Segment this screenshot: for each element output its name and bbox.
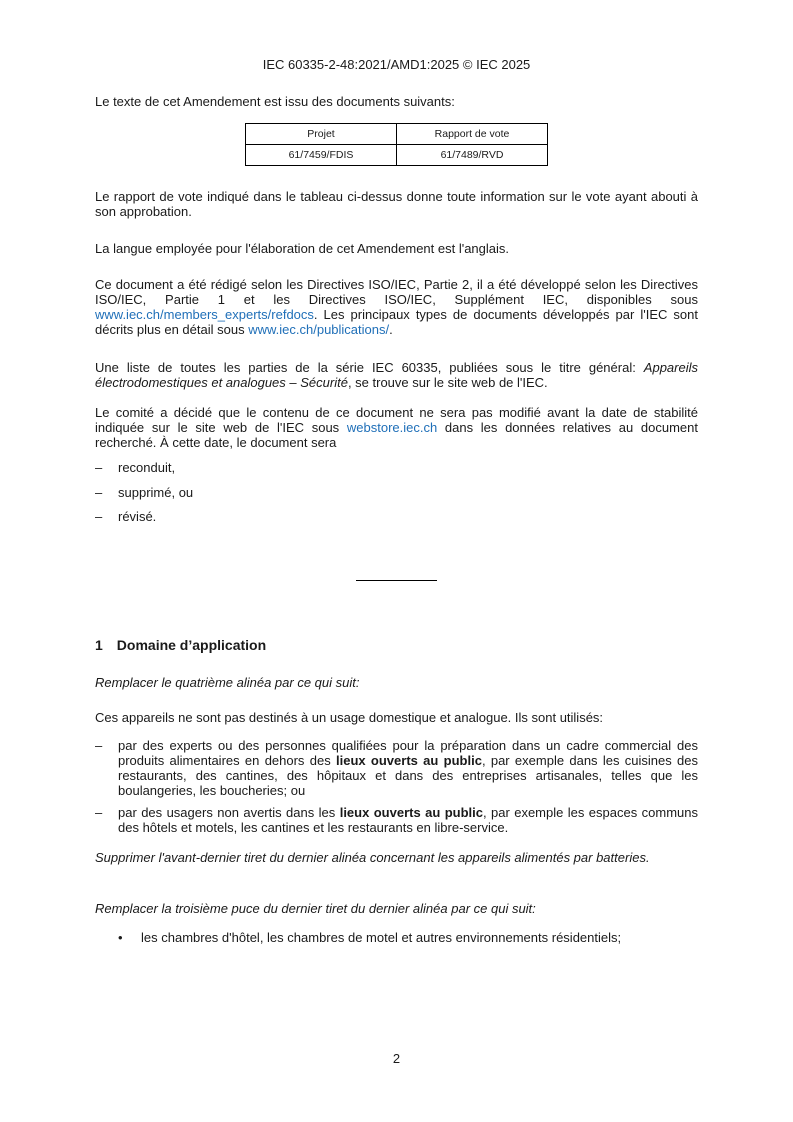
table-row [246, 145, 548, 166]
committee-paragraph [95, 405, 698, 450]
instruction-text: Remplacer la troisième puce du dernier tiret du dernier alinéa par ce qui suit: [95, 901, 536, 916]
separator-line [356, 580, 437, 581]
text: , par exemple dans les cuisines des restaurants, des cantines, des hôpitaux et dans des entreprises artisanales, telles que les boulangeries, les boucheries; ou [118, 753, 698, 798]
page-number: 2 [392, 1051, 401, 1066]
usage-list [95, 738, 698, 835]
table-header-cell: Projet [246, 124, 397, 145]
section-title: Domaine d’application [116, 637, 267, 653]
text: , par exemple les espaces communs des hôtels et motels, les cantines et les restaurants en libre-service. [118, 805, 698, 835]
table-header-cell: Rapport de vote [397, 124, 548, 145]
list-item [95, 509, 698, 524]
language-paragraph: La langue employée pour l'élaboration de cet Amendement est l'anglais. [95, 241, 510, 256]
text: Une liste de toutes les parties de la série IEC 60335, publiées sous le titre général: [95, 360, 644, 375]
list-item [95, 485, 698, 500]
bullet-icon: • [118, 930, 123, 945]
list-item [95, 738, 698, 798]
table-cell: 61/7459/FDIS [246, 145, 397, 166]
series-title: Appareils électrodomestiques et analogues – Sécurité [95, 360, 698, 390]
list-item [95, 460, 698, 475]
dash: – [95, 485, 103, 500]
dash: – [95, 460, 103, 475]
list-item [95, 805, 698, 835]
options-list [95, 460, 698, 524]
bullet-item [118, 930, 698, 945]
devices-paragraph: Ces appareils ne sont pas destinés à un usage domestique et analogue. Ils sont utilisés: [95, 710, 604, 725]
text: , se trouve sur le site web de l'IEC. [347, 375, 548, 390]
documents-table [245, 123, 548, 166]
dash: – [95, 738, 103, 753]
table-cell: 61/7489/RVD [397, 145, 548, 166]
webstore-link[interactable]: webstore.iec.ch [346, 420, 438, 435]
section-number: 1 [95, 637, 103, 653]
directives-paragraph [95, 277, 698, 337]
dash: – [95, 805, 103, 820]
defined-term: lieux ouverts au public [336, 753, 482, 768]
text: Ce document a été rédigé selon les Directives ISO/IEC, Partie 2, il a été développé selon les Directives ISO/IEC, Partie 1 et les Directives ISO/IEC, Supplément IEC, disponibles sous [95, 277, 698, 307]
text: . [389, 322, 393, 337]
text: Le comité a décidé que le contenu de ce document ne sera pas modifié avant la date de stabilité indiquée sur le site web de l'IEC sous [95, 405, 698, 435]
defined-term: lieux ouverts au public [339, 805, 483, 820]
instruction-text: Remplacer le quatrième alinéa par ce qui suit: [95, 675, 360, 690]
vote-paragraph: Le rapport de vote indiqué dans le tableau ci-dessus donne toute information sur le vote ayant abouti à son approbation. [95, 189, 698, 219]
list-item-text: les chambres d'hôtel, les chambres de motel et autres environnements résidentiels; [141, 930, 622, 945]
publications-link[interactable]: www.iec.ch/publications/ [248, 322, 390, 337]
section-heading [95, 638, 698, 653]
text: par des usagers non avertis dans les [118, 805, 340, 820]
list-item-text: reconduit, [118, 460, 176, 475]
instruction-3 [95, 901, 698, 916]
table-header-row [246, 124, 548, 145]
page-header: IEC 60335-2-48:2021/AMD1:2025 © IEC 2025 [262, 57, 531, 72]
intro-paragraph: Le texte de cet Amendement est issu des documents suivants: [95, 94, 455, 109]
list-item-text: révisé. [118, 509, 157, 524]
text: par des experts ou des personnes qualifiées pour la préparation dans un cadre commercial des produits alimentaires en dehors des [118, 738, 698, 768]
instruction-text: Supprimer l'avant-dernier tiret du dernier alinéa concernant les appareils alimentés par batteries. [95, 850, 650, 865]
instruction-1 [95, 675, 698, 690]
list-item-text: supprimé, ou [118, 485, 194, 500]
refdocs-link[interactable]: www.iec.ch/members_experts/refdocs [95, 307, 314, 322]
text: . Les principaux types de documents développés par l'IEC sont décrits plus en détail sous [95, 307, 698, 337]
instruction-2 [95, 850, 698, 865]
dash: – [95, 509, 103, 524]
series-paragraph [95, 360, 698, 390]
text: dans les données relatives au document recherché. À cette date, le document sera [95, 420, 698, 450]
